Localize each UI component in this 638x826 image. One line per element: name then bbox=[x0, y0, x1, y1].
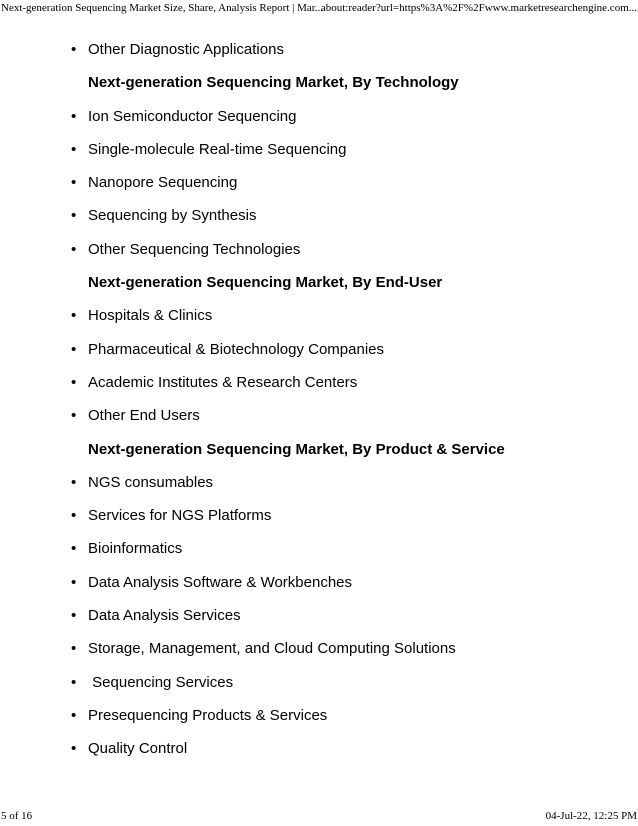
list-item bbox=[0, 366, 638, 399]
bullet-icon: • bbox=[71, 740, 77, 758]
list-item-text: Academic Institutes & Research Centers bbox=[88, 373, 358, 391]
list-item-text: Sequencing Services bbox=[88, 673, 234, 691]
section-heading bbox=[0, 433, 638, 466]
section-heading bbox=[0, 66, 638, 99]
list-item bbox=[0, 699, 638, 732]
list-item bbox=[0, 299, 638, 332]
list-item bbox=[0, 233, 638, 266]
list-item-text: Sequencing by Synthesis bbox=[88, 207, 257, 225]
bullet-icon: • bbox=[71, 174, 77, 192]
list-item-text: Ion Semiconductor Sequencing bbox=[88, 107, 297, 125]
print-footer bbox=[0, 808, 638, 826]
list-item bbox=[0, 100, 638, 133]
list-item-text: Data Analysis Services bbox=[88, 607, 241, 625]
section-heading-text: Next-generation Sequencing Market, By Technology bbox=[88, 74, 459, 92]
section-heading bbox=[0, 266, 638, 299]
page-number: 5 of 16 bbox=[1, 810, 33, 822]
list-item-text: Pharmaceutical & Biotechnology Companies bbox=[88, 340, 384, 358]
list-item-text: Bioinformatics bbox=[88, 540, 183, 558]
bullet-icon: • bbox=[71, 706, 77, 724]
list-item-text: Services for NGS Platforms bbox=[88, 507, 272, 525]
bullet-icon: • bbox=[71, 240, 77, 258]
list-item-text: Data Analysis Software & Workbenches bbox=[88, 573, 353, 591]
list-item-text: Single-molecule Real-time Sequencing bbox=[88, 140, 347, 158]
list-item-text: Nanopore Sequencing bbox=[88, 174, 238, 192]
list-item bbox=[0, 566, 638, 599]
list-item bbox=[0, 632, 638, 665]
bullet-icon: • bbox=[71, 407, 77, 425]
list-item bbox=[0, 466, 638, 499]
bullet-icon: • bbox=[71, 307, 77, 325]
list-item bbox=[0, 199, 638, 232]
list-item bbox=[0, 666, 638, 699]
list-item bbox=[0, 333, 638, 366]
bullet-icon: • bbox=[71, 573, 77, 591]
list-item bbox=[0, 33, 638, 66]
list-item bbox=[0, 166, 638, 199]
bullet-icon: • bbox=[71, 207, 77, 225]
article-content bbox=[0, 33, 638, 766]
bullet-icon: • bbox=[71, 673, 77, 691]
list-item-text: Hospitals & Clinics bbox=[88, 307, 213, 325]
print-header-url: about:reader?url=https%3A%2F%2Fwww.marketresearchengine.com... bbox=[320, 2, 637, 14]
section-heading-text: Next-generation Sequencing Market, By Product & Service bbox=[88, 440, 505, 458]
bullet-icon: • bbox=[71, 340, 77, 358]
list-item bbox=[0, 599, 638, 632]
list-item-text: Other Sequencing Technologies bbox=[88, 240, 301, 258]
bullet-icon: • bbox=[71, 540, 77, 558]
list-item-text: Other Diagnostic Applications bbox=[88, 41, 284, 58]
bullet-icon: • bbox=[71, 140, 77, 158]
bullet-icon: • bbox=[71, 373, 77, 391]
print-header bbox=[0, 0, 638, 18]
print-datetime: 04-Jul-22, 12:25 PM bbox=[545, 810, 637, 822]
bullet-icon: • bbox=[71, 41, 77, 58]
list-item-text: NGS consumables bbox=[88, 473, 214, 491]
list-item bbox=[0, 133, 638, 166]
list-item-text: Other End Users bbox=[88, 407, 200, 425]
list-item bbox=[0, 399, 638, 432]
bullet-icon: • bbox=[71, 607, 77, 625]
print-header-title: Next-generation Sequencing Market Size, Share, Analysis Report | Mar... bbox=[1, 2, 324, 14]
bullet-icon: • bbox=[71, 473, 77, 491]
section-heading-text: Next-generation Sequencing Market, By End-User bbox=[88, 274, 443, 292]
list-item bbox=[0, 499, 638, 532]
list-item bbox=[0, 532, 638, 565]
list-item-text: Presequencing Products & Services bbox=[88, 706, 328, 724]
list-item-text: Storage, Management, and Cloud Computing Solutions bbox=[88, 640, 456, 658]
bullet-icon: • bbox=[71, 507, 77, 525]
bullet-icon: • bbox=[71, 640, 77, 658]
list-item bbox=[0, 732, 638, 765]
list-item-text: Quality Control bbox=[88, 740, 188, 758]
bullet-icon: • bbox=[71, 107, 77, 125]
